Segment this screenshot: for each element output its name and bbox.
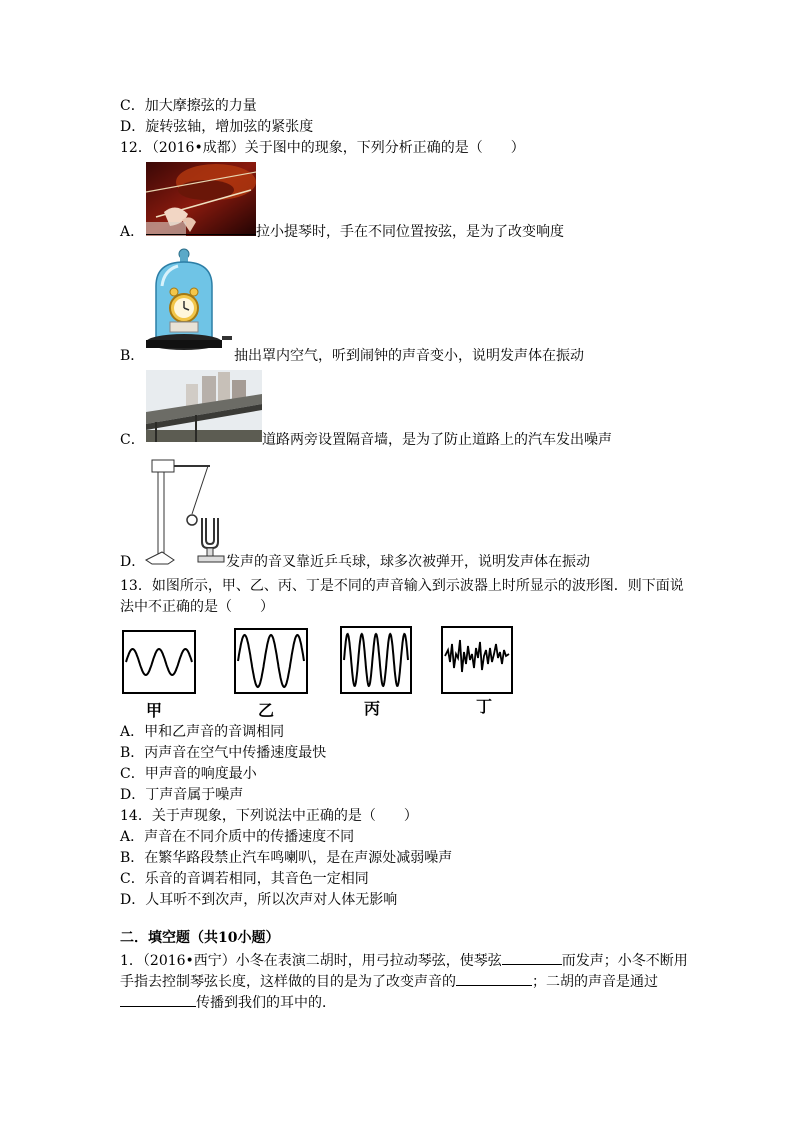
q12-option-b-label: B． (120, 348, 145, 364)
waveform-label-yi: 乙 (258, 701, 275, 720)
q12-option-a-label: A． (120, 224, 145, 240)
q12-option-c-text: 道路两旁设置隔音墙，是为了防止道路上的汽车发出噪声 (262, 432, 612, 448)
fill-q1-blank2[interactable] (456, 971, 532, 986)
q12-option-a-text: 拉小提琴时，手在不同位置按弦，是为了改变响度 (256, 224, 564, 240)
waveform-label-jia: 甲 (146, 701, 163, 720)
q12-option-c-label: C． (120, 432, 145, 448)
fill-q1-line1 (120, 950, 688, 971)
fill-q1-part3: 手指去控制琴弦长度，这样做的目的是为了改变声音的 (120, 974, 456, 990)
q11-option-c: C．加大摩擦弦的力量 (120, 98, 257, 114)
fill-q1-blank1[interactable] (502, 950, 562, 965)
q14-option-d: D．人耳听不到次声，所以次声对人体无影响 (120, 892, 398, 908)
waveform-label-bing: 丙 (364, 699, 381, 718)
q14-stem: 14．关于声现象，下列说法中正确的是（ ） (120, 808, 418, 824)
q13-stem-line1: 13．如图所示，甲、乙、丙、丁是不同的声音输入到示波器上时所显示的波形图．则下面说 (120, 578, 684, 594)
q14-option-a: A．声音在不同介质中的传播速度不同 (120, 829, 355, 845)
waveform-ding (441, 626, 513, 694)
q13-option-c: C．甲声音的响度最小 (120, 766, 257, 782)
tuning-fork-pingpong-image (144, 456, 226, 566)
fill-q1-part4: ；二胡的声音是通过 (532, 974, 658, 990)
waveform-jia (122, 630, 196, 694)
q12-option-d-text: 发声的音叉靠近乒乓球，球多次被弹开，说明发声体在振动 (226, 554, 590, 570)
q13-option-b: B．丙声音在空气中传播速度最快 (120, 745, 327, 761)
waveform-label-ding: 丁 (476, 697, 493, 716)
noise-barrier-road-image (146, 370, 262, 442)
q14-option-b: B．在繁华路段禁止汽车鸣喇叭，是在声源处减弱噪声 (120, 850, 453, 866)
q11-option-d: D．旋转弦轴，增加弦的紧张度 (120, 119, 314, 135)
q12-option-b-text: 抽出罩内空气，听到闹钟的声音变小，说明发声体在振动 (234, 348, 584, 364)
fill-q1-part2: 而发声；小冬不断用 (561, 953, 688, 969)
waveform-yi (234, 628, 308, 694)
q12-option-d-label: D． (120, 554, 146, 570)
q14-option-c: C．乐音的音调若相同，其音色一定相同 (120, 871, 369, 887)
fill-q1-blank3[interactable] (120, 992, 196, 1007)
q13-option-a: A．甲和乙声音的音调相同 (120, 724, 285, 740)
section-title-fill-in: 二．填空题（共10小题） (120, 930, 280, 946)
bell-jar-alarm-clock-image (144, 246, 234, 358)
waveform-bing (340, 626, 412, 694)
q13-stem-line2: 法中不正确的是（ ） (120, 599, 274, 615)
fill-q1-part1: 1．（2016•西宁）小冬在表演二胡时，用弓拉动琴弦，使琴弦 (120, 953, 502, 969)
q13-option-d: D．丁声音属于噪声 (120, 787, 244, 803)
fill-q1-line2 (120, 971, 658, 992)
fill-q1-line3 (120, 992, 336, 1013)
q12-option-a-underline (146, 220, 256, 235)
q12-stem: 12．（2016•成都）关于图中的现象，下列分析正确的是（ ） (120, 140, 525, 156)
fill-q1-part5: 传播到我们的耳中的． (196, 995, 336, 1011)
